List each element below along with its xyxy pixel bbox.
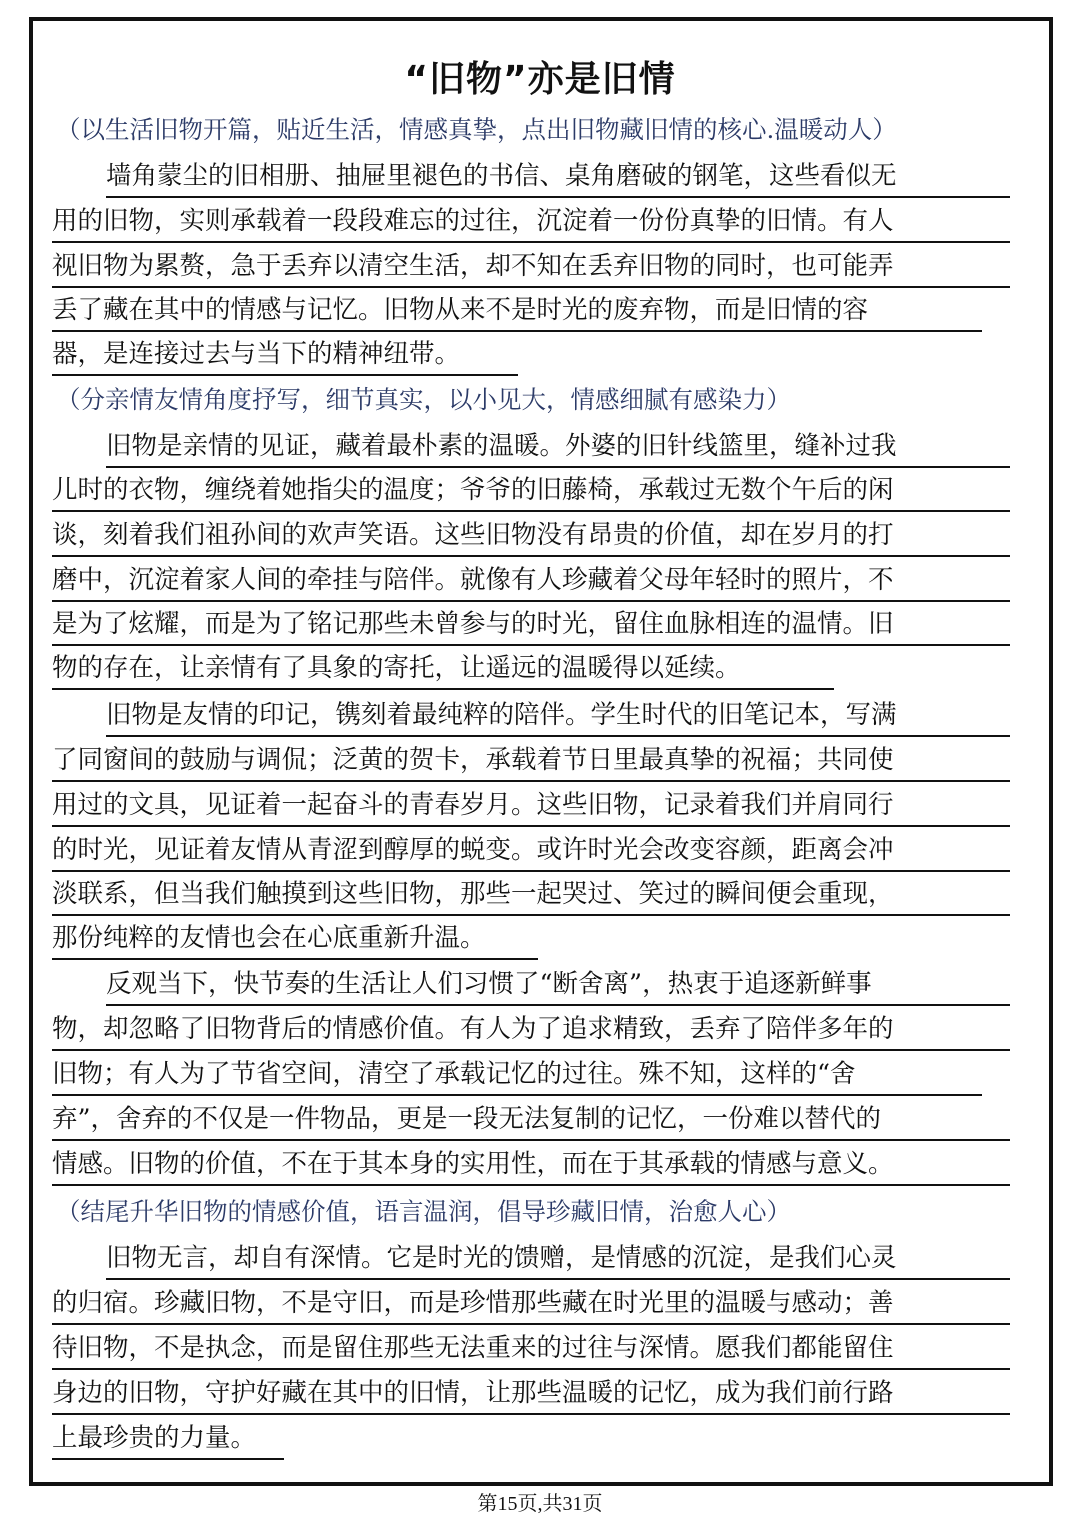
annotation-intro: （以生活旧物开篇，贴近生活，情感真挚，点出旧物藏旧情的核心.温暖动人） [56, 115, 897, 144]
essay-line: 情感。旧物的价值，不在于其本身的实用性，而在于其承载的情感与意义。 [52, 1144, 1010, 1186]
essay-title: “旧物”亦是旧情 [404, 59, 676, 100]
essay-line: 墙角蒙尘的旧相册、抽屉里褪色的书信、桌角磨破的钢笔，这些看似无 [106, 156, 1010, 198]
essay-line: 旧物是友情的印记，镌刻着最纯粹的陪伴。学生时代的旧笔记本，写满 [106, 695, 1010, 737]
essay-line: 谈，刻着我们祖孙间的欢声笑语。这些旧物没有昂贵的价值，却在岁月的打 [52, 515, 1010, 557]
essay-line: 上最珍贵的力量。 [52, 1418, 284, 1460]
essay-line: 丢了藏在其中的情感与记忆。旧物从来不是时光的废弃物，而是旧情的容 [52, 290, 982, 332]
essay-line: 物的存在，让亲情有了具象的寄托，让遥远的温暖得以延续。 [52, 648, 834, 690]
essay-line: 旧物无言，却自有深情。它是时光的馈赠，是情感的沉淀，是我们心灵 [106, 1238, 1010, 1280]
essay-line: 了同窗间的鼓励与调侃；泛黄的贺卡，承载着节日里最真挚的祝福；共同使 [52, 740, 1010, 782]
essay-line: 儿时的衣物，缠绕着她指尖的温度；爷爷的旧藤椅，承载过无数个午后的闲 [52, 470, 1010, 512]
essay-line: 旧物是亲情的见证，藏着最朴素的温暖。外婆的旧针线篮里，缝补过我 [106, 426, 1010, 468]
essay-line: 弃”，舍弃的不仅是一件物品，更是一段无法复制的记忆，一份难以替代的 [52, 1099, 1010, 1141]
essay-line: 磨中，沉淀着家人间的牵挂与陪伴。就像有人珍藏着父母年轻时的照片，不 [52, 560, 1010, 602]
essay-line: 的时光，见证着友情从青涩到醇厚的蜕变。或许时光会改变容颜，距离会冲 [52, 830, 1010, 872]
essay-line: 那份纯粹的友情也会在心底重新升温。 [52, 918, 538, 960]
essay-line: 物，却忽略了旧物背后的情感价值。有人为了追求精致，丢弃了陪伴多年的 [52, 1009, 1010, 1051]
page-number: 第15页,共31页 [477, 1493, 603, 1515]
essay-line: 用过的文具，见证着一起奋斗的青春岁月。这些旧物，记录着我们并肩同行 [52, 785, 1010, 827]
essay-line: 是为了炫耀，而是为了铭记那些未曾参与的时光，留住血脉相连的温情。旧 [52, 604, 1010, 646]
essay-line: 的归宿。珍藏旧物，不是守旧，而是珍惜那些藏在时光里的温暖与感动；善 [52, 1283, 1010, 1325]
essay-line: 旧物；有人为了节省空间，清空了承载记忆的过往。殊不知，这样的“舍 [52, 1054, 982, 1096]
essay-line: 用的旧物，实则承载着一段段难忘的过往，沉淀着一份份真挚的旧情。有人 [52, 201, 1010, 243]
essay-line: 反观当下，快节奏的生活让人们习惯了“断舍离”，热衷于追逐新鲜事 [106, 964, 1010, 1006]
annotation-body: （分亲情友情角度抒写，细节真实，以小见大，情感细腻有感染力） [56, 385, 791, 414]
annotation-conclusion: （结尾升华旧物的情感价值，语言温润，倡导珍藏旧情，治愈人心） [56, 1197, 791, 1226]
essay-line: 视旧物为累赘，急于丢弃以清空生活，却不知在丢弃旧物的同时，也可能弄 [52, 246, 1010, 288]
essay-line: 淡联系，但当我们触摸到这些旧物，那些一起哭过、笑过的瞬间便会重现， [52, 874, 1010, 916]
essay-line: 待旧物，不是执念，而是留住那些无法重来的过往与深情。愿我们都能留住 [52, 1328, 1010, 1370]
essay-line: 器，是连接过去与当下的精神纽带。 [52, 334, 518, 376]
essay-line: 身边的旧物，守护好藏在其中的旧情，让那些温暖的记忆，成为我们前行路 [52, 1373, 1010, 1415]
